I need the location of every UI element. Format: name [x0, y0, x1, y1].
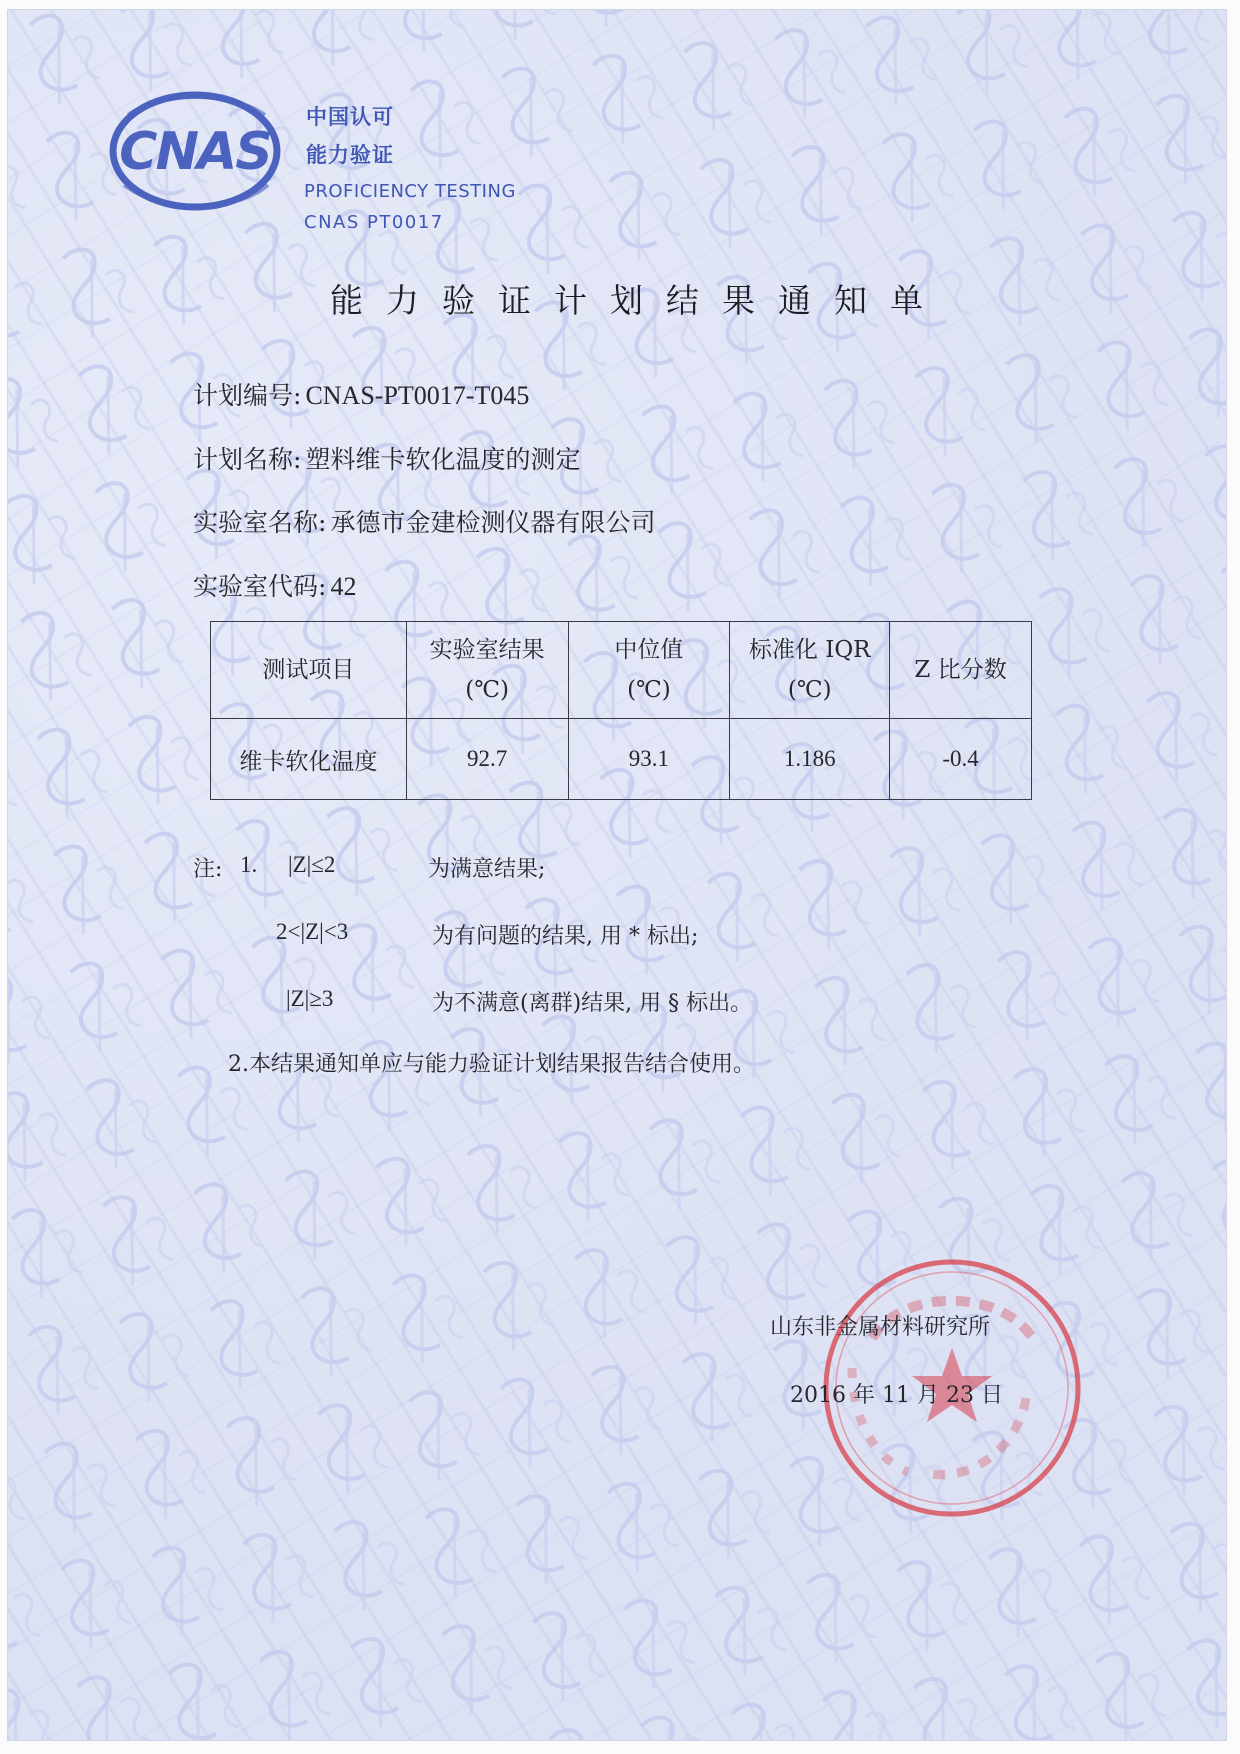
field-lab-code-label: 实验室代码:	[193, 572, 327, 601]
field-plan-number-label: 计划编号:	[193, 381, 302, 410]
header-test-item: 测试项目	[211, 622, 407, 719]
cell-z-score: -0.4	[890, 719, 1032, 800]
cell-lab-result: 92.7	[406, 719, 568, 800]
field-lab-code	[193, 567, 356, 603]
field-plan-name-label: 计划名称:	[193, 445, 302, 474]
field-lab-name-value: 承德市金建检测仪器有限公司	[330, 508, 656, 537]
field-lab-name-label: 实验室名称:	[193, 508, 327, 537]
cnas-logo	[100, 85, 290, 220]
field-plan-number	[193, 376, 529, 412]
field-plan-name	[193, 440, 580, 476]
logo-text-en-1: PROFICIENCY TESTING	[304, 181, 516, 202]
field-plan-number-value: CNAS-PT0017-T045	[305, 381, 530, 410]
logo-text-en-2: CNAS PT0017	[304, 212, 444, 233]
cell-median: 93.1	[568, 719, 730, 800]
notes-label: 注:	[193, 857, 223, 882]
logo-text-cn-2: 能力验证	[306, 143, 394, 167]
cell-normalized-iqr: 1.186	[730, 719, 890, 800]
field-lab-code-value: 42	[330, 572, 357, 601]
table-header-row	[211, 622, 1032, 719]
header-median: 中位值 (℃)	[568, 622, 730, 719]
issuer-organization: 山东非金属材料研究所	[770, 1315, 991, 1340]
field-plan-name-value: 塑料维卡软化温度的测定	[305, 445, 581, 474]
logo-text-cn-1: 中国认可	[306, 105, 394, 129]
header-z-score: Z 比分数	[890, 622, 1032, 719]
table-row	[211, 719, 1032, 800]
document-title: 能力验证计划结果通知单	[330, 281, 946, 320]
results-table	[210, 621, 1032, 800]
header-lab-result: 实验室结果 (℃)	[406, 622, 568, 719]
header-normalized-iqr: 标准化 IQR (℃)	[730, 622, 890, 719]
issue-date: 2016 年 11 月 23 日	[790, 1383, 1003, 1408]
field-lab-name	[193, 503, 655, 539]
cell-test-item: 维卡软化温度	[211, 719, 407, 800]
svg-text:CNAS: CNAS	[119, 122, 271, 182]
